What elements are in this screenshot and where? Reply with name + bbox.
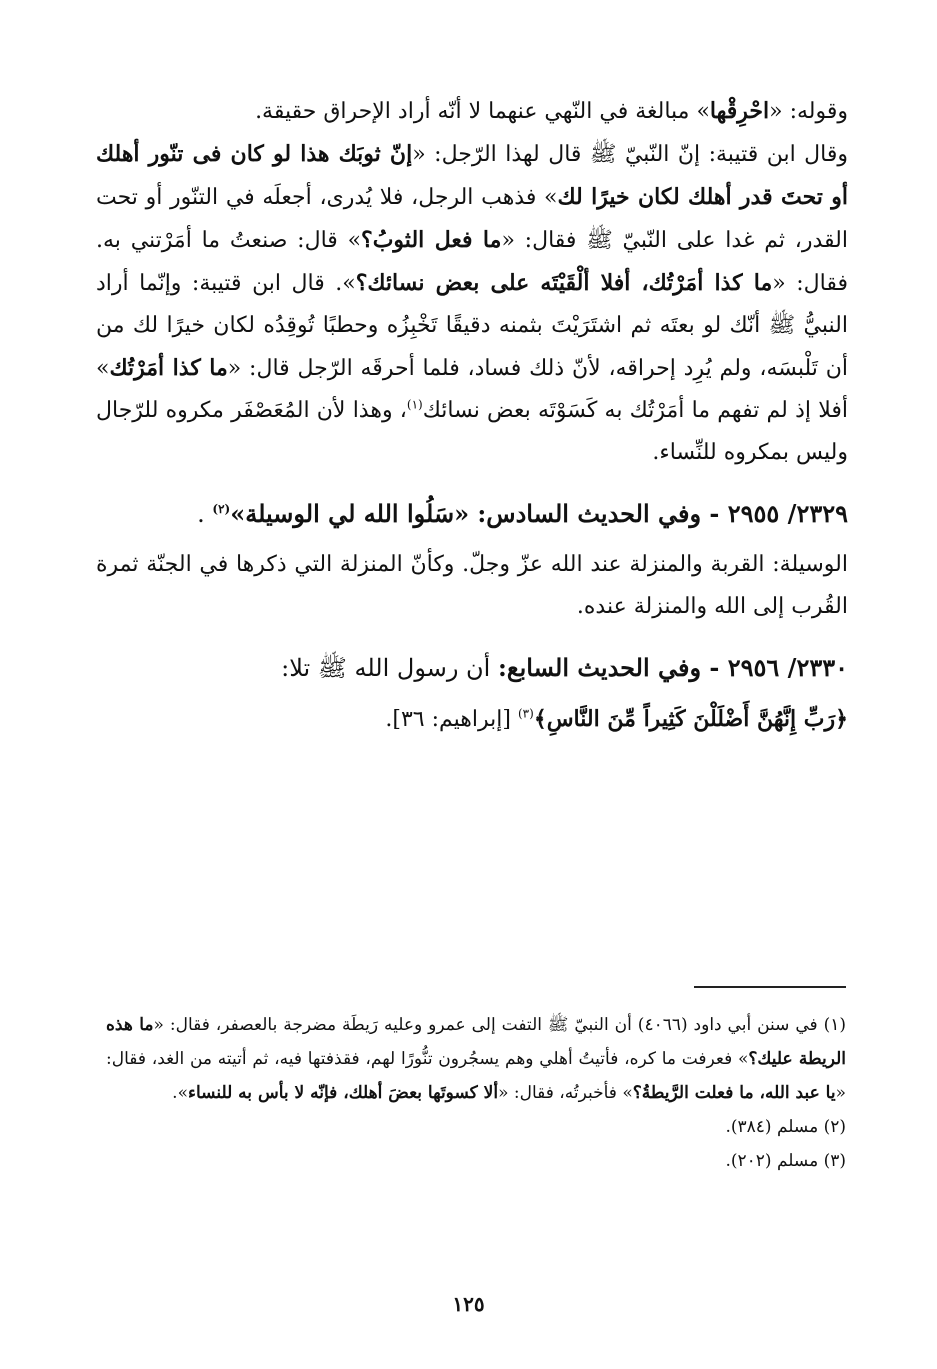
quoted-hadith: ألا كسوتَها بعضَ أهلك، فإنّه لا بأس به للنساء: [187, 1083, 499, 1103]
text-run: وقوله: «: [769, 99, 848, 124]
footnote-2: (٢) مسلم (٣٨٤).: [725, 1117, 846, 1137]
quoted-hadith: احْرِقْها: [709, 98, 770, 124]
footnote-3: (٣) مسلم (٢٠٢).: [725, 1151, 846, 1171]
text-run: ، وهذا لأن المُعَصْفَر مكروه للرّجال وليس بمكروه للنِّساء.: [96, 398, 848, 465]
text-run: ». قال ابن قتيبة: وإنّما أراد النبيُّ ﷺ أنّك لو بعتَه ثم اشتَرَيْتَ بثمنه دقيقًا تَخْبِزُه وحطبًا تُوقِدُه لكان خيرًا لك من أن تَلْبسَه، ولم يُرِد إحراقه، لأنّ ذلك فساد، فلما أحرقَه الرّجل قال: «: [96, 271, 848, 381]
quoted-hadith: يا عبد الله، ما فعلت الرَّيطةُ؟: [632, 1083, 836, 1103]
hadith-number: ٢٣٣٠/ ٢٩٥٦ -: [701, 653, 848, 682]
quoted-hadith: ما هذه الريطة عليك؟: [106, 1015, 846, 1069]
footnote-1: [106, 1008, 846, 1110]
footnote-divider: [694, 986, 846, 988]
quoted-hadith: ما فعل الثوبُ؟: [361, 227, 502, 253]
hadith-title: وفي الحديث السابع:: [497, 653, 702, 682]
paragraph-commentary: [96, 90, 848, 133]
footnote-ref[interactable]: (١): [406, 397, 423, 412]
text-run: » مبالغة في النّهي عنهما لا أنّه أراد الإحراق حقيقة.: [255, 99, 710, 124]
page-number: ١٢٥: [452, 1292, 485, 1316]
text-run: » قال: صنعتُ ما أمَرْتني به. فقال: «: [96, 228, 848, 296]
quran-verse: [96, 698, 848, 741]
footnotes: [106, 1008, 846, 1178]
text-run: » فعرفت ما كره، فأتيتُ أهلي وهم يسجُرون تنُّورًا لهم، فقذفتها فيه، ثم أتيته من الغد، فقال: «: [106, 1049, 846, 1103]
footnote-ref[interactable]: (٣): [517, 706, 534, 721]
verse-reference: [إبراهيم: ٣٦].: [385, 707, 518, 732]
paragraph-wasila: الوسيلة: القربة والمنزلة عند الله عزّ وجلّ. وكأنّ المنزلة التي ذكرها في الجنّة ثمرة القُرب إلى الله والمنزلة عنده.: [96, 552, 848, 619]
quoted-hadith: ما كذا أمَرْتُك، أفلا ألْقَيْتَه على بعض نسائك؟: [355, 270, 773, 296]
quoted-hadith: إنّ ثوبَك هذا لو كان فى تنّور أهلك أو تحتَ قدر أهلك لكان خيرًا لك: [96, 141, 848, 210]
footnote-ref[interactable]: (٢): [212, 502, 231, 516]
text-run: .: [197, 500, 213, 528]
hadith-number: ٢٣٢٩/ ٢٩٥٥ -: [701, 499, 848, 528]
paragraph-ibn-qutaiba: [96, 133, 848, 474]
verse-text: ﴿رَبِّ إِنَّهُنَّ أَضْلَلْنَ كَثِيراً مِّنَ النَّاسِ﴾: [533, 706, 848, 732]
text-run: » فذهب الرجل، فلا يُدرى، أجعلَه في التنّور أو تحت القدر، ثم غدا على النّبيّ ﷺ فقال: «: [96, 185, 849, 253]
hadith-heading-2330: [96, 646, 848, 690]
text-run: » فأخبرتُه، فقال: «: [498, 1083, 633, 1103]
quoted-hadith: ما كذا أمَرْتُك: [109, 355, 228, 381]
hadith-heading-2329: [96, 492, 848, 536]
text-run: ».: [172, 1083, 188, 1103]
text-run: » أفلا إذ لم تفهم ما أمَرْتُك به كَسَوْتَه بعض نسائك: [96, 356, 848, 423]
text-run: وقال ابن قتيبة: إنّ النّبيّ ﷺ قال لهذا الرّجل: «: [412, 142, 849, 167]
text-run: (١) في سنن أبي داود (٤٠٦٦) أن النبيّ ﷺ التفت إلى عمرو وعليه رَيطَة مضرجة بالعصفر، فقال: «: [153, 1015, 847, 1035]
text-run: أن رسول الله ﷺ تلا:: [281, 654, 498, 682]
hadith-title: وفي الحديث السادس: «سَلُوا الله لي الوسيلة»: [230, 499, 702, 528]
main-text: [96, 90, 848, 741]
